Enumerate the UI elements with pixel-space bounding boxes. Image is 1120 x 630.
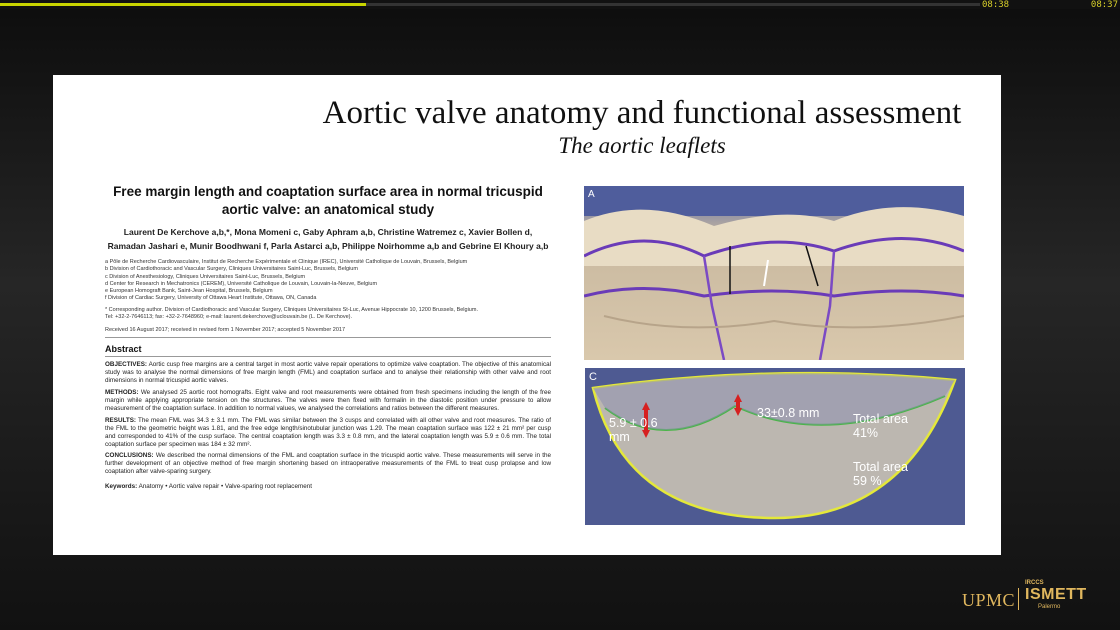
video-progress-bar[interactable] [0,0,1120,9]
affiliation-item: e European Homograft Bank, Saint-Jean Hospital, Brussels, Belgium [105,288,273,295]
palermo-label: Palermo [1038,604,1061,610]
keywords-text: Anatomy • Aortic valve repair • Valve-sparing root replacement [137,483,312,491]
abstract-heading: Abstract [105,344,551,357]
paper-title [105,183,551,219]
conclusions-label: CONCLUSIONS: [105,452,154,460]
affiliation-item: b Division of Cardiothoracic and Vascular Surgery, Cliniques Universitaires Saint-Luc, Brussels, Belgium [105,266,358,273]
methods-text: We analysed 25 aortic root homografts. Eight valve and root measurements were obtained from fresh specimens including the length of the free margin while applying appropriate tension on the structures. The valves were then fixed with formalin in the diastolic position under pressure to allow measurement of the coaptation surface. In addition to normal values, we analysed the correlations and ratios between the different measures. [105,389,551,412]
abstract-objectives [105,361,551,385]
authors-line-2: Ramadan Jashari e, Munir Boodhwani f, Parla Astarci a,b, Philippe Noirhomme a,b and Gebrine El Khoury a,b [107,241,549,251]
objectives-label: OBJECTIVES: [105,361,147,369]
valve-photo-c [585,368,965,525]
affiliations [105,259,551,303]
current-time: 08:38 [982,0,1010,10]
corresponding-line-2: Tel: +32-2-7646113; fax: +32-2-7648960; e-mail: laurent.dekerchove@uclouvain.be (L. De Kerchove). [105,314,353,321]
paper-title-line-1: Free margin length and coaptation surface area in normal tricuspid [113,184,543,199]
objectives-text: Aortic cusp free margins are a central target in most aortic valve repair operations to optimize valve coaptation. The objective of this anatomical study was to analyse the normal dimensions of free margin length (FML) and coaptation surface and to analyse their relationship with other valve and root dimensions in normal tricuspid aortic valves. [105,361,551,385]
keywords-label: Keywords: [105,483,138,491]
results-label: RESULTS: [105,416,137,424]
paper-excerpt [105,183,551,490]
valve-photo-a [584,186,964,360]
affiliation-item: a Pôle de Recherche Cardiovasculaire, Institut de Recherche Expérimentale et Clinique (IREC), Université Catholique de Louvain, Brussels, Belgium [105,259,468,265]
logo-divider [1018,588,1019,610]
total-area-41-annotation: Total area 41% [853,412,908,440]
ismett-logo: ISMETT [1025,586,1087,603]
progress-fill [0,3,366,6]
keywords [105,480,551,490]
results-text: The mean FML was 34.3 ± 3.1 mm. The FML was similar between the 3 cusps and correlated with all other valve and root measures. The ratio of the FML to the geometric height was 1.81, and the free edge length/sinotubular junction was 1.29. The mean coaptation surface was 122 ± 21 mm² per cusp and corresponded to 41% of the cusp surface. The central coaptation length was 3.3 ± 0.8 mm, and the lateral coaptation length was 5.9 ± 0.6 mm. The total coaptation surface per specimen was 184 ± 32 mm². [105,416,551,448]
abstract-results [105,417,551,449]
affiliation-item: f Division of Cardiac Surgery, University of Ottawa Heart Institute, Ottawa, ON, Canada [105,295,317,302]
received-dates: Received 16 August 2017; received in revised form 1 November 2017; accepted 5 November 2017 [105,327,551,338]
total-time: 08:37 [1090,0,1118,10]
total-area-59-annotation: Total area 59 % [853,460,908,488]
lateral-coaptation-annotation: 5.9 ± 0.6 mm [609,416,658,444]
slide-subtitle: The aortic leaflets [558,133,726,158]
figure-panel-c [585,368,965,525]
corresponding-author [105,307,551,322]
upmc-logo: UPMC [962,590,1016,610]
methods-label: METHODS: [105,389,139,397]
panel-a-label: A [588,189,595,200]
irccs-label: IRCCS [1025,580,1044,586]
slide-title: Aortic valve anatomy and functional assessment [322,95,962,131]
abstract-conclusions [105,452,551,476]
figure-panel-a [584,186,964,360]
affiliation-item: c Division of Anesthesiology, Cliniques Universitaires Saint-Luc, Brussels, Belgium [105,273,306,280]
presentation-slide [53,75,1001,555]
progress-track[interactable] [0,3,980,6]
panel-c-label: C [589,371,597,383]
abstract-methods [105,389,551,413]
conclusions-text: We described the normal dimensions of the FML and coaptation surface in the tricuspid aortic valve. These measurements will serve in the further development of an objective method of free margin shortening based on intraoperative measurements of the FML to treat cusp prolapse and low coaptation after valve-sparing surgery. [105,452,551,476]
authors-line-1: Laurent De Kerchove a,b,*, Mona Momeni c, Gaby Aphram a,b, Christine Watremez c, Xavier Bollen d, [123,227,533,237]
paper-title-line-2: aortic valve: an anatomical study [221,202,435,217]
affiliation-item: d Center for Research in Mechatronics (CEREM), Université Catholique de Louvain, Louvain-la-Neuve, Belgium [105,280,378,287]
corresponding-line-1: * Corresponding author. Division of Cardiothoracic and Vascular Surgery, Cliniques Universitaires St-Luc, Avenue Hippocrate 10, 1200 Brussels, Belgium. [105,306,478,313]
central-coaptation-annotation: 33±0.8 mm [757,406,820,420]
paper-authors [105,225,551,253]
